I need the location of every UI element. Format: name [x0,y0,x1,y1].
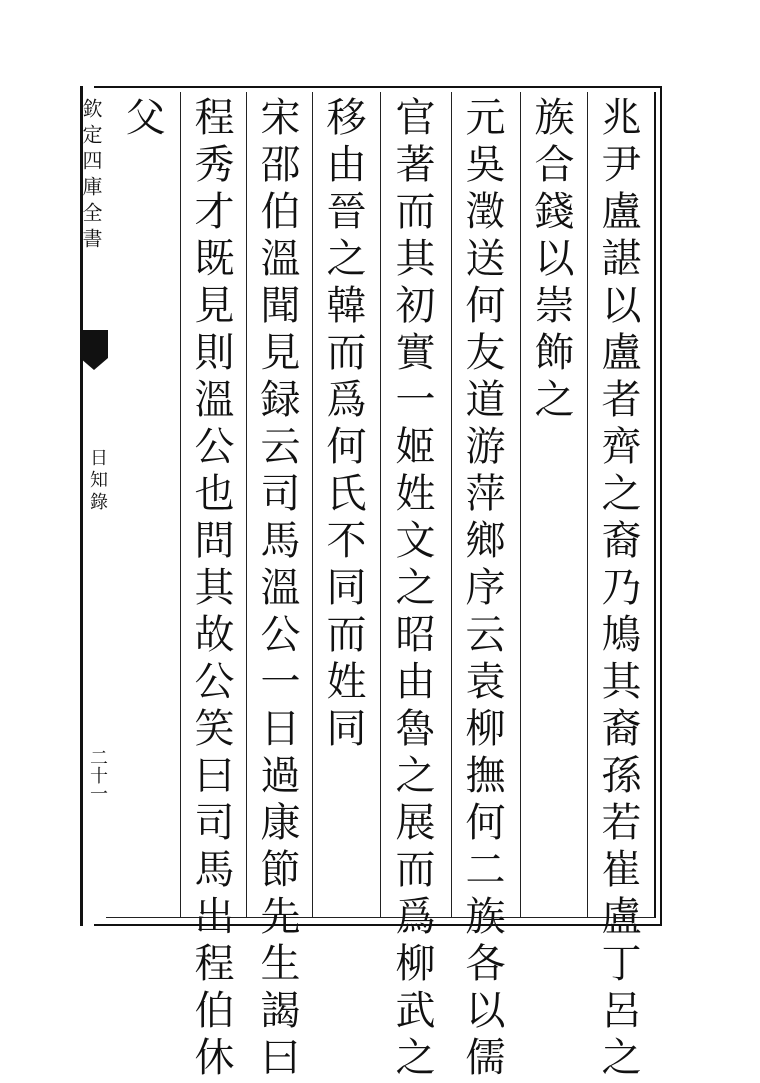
text-column-5: 移由晉之韓而爲何氏不同而姓同 [320,96,366,754]
margin-book-title: 日知錄 [87,448,108,514]
column-divider [587,92,588,918]
text-column-8: 父 [119,96,165,143]
column-divider [520,92,521,918]
column-divider [312,92,313,918]
text-column-1: 兆尹盧諶以盧者齊之裔乃鳩其裔孫若崔盧丁呂之 [595,96,641,1083]
text-column-4: 官著而其初實一姬姓文之昭由魯之展而爲柳武之 [389,96,435,1083]
text-column-6: 宋邵伯溫聞見録云司馬溫公一日過康節先生謁曰 [254,96,300,1083]
margin-page-number: 二十一 [87,748,108,802]
column-divider [246,92,247,918]
text-column-7: 程秀才既見則溫公也問其故公笑曰司馬出程伯休 [188,96,234,1083]
margin-collection-title: 欽定四庫全書 [79,98,103,254]
column-divider [380,92,381,918]
column-divider [180,92,181,918]
text-column-2: 族合錢以崇飾之 [528,96,574,425]
text-column-3: 元吳澂送何友道游萍鄉序云袁柳撫何二族各以儒 [459,96,505,1083]
column-divider [451,92,452,918]
